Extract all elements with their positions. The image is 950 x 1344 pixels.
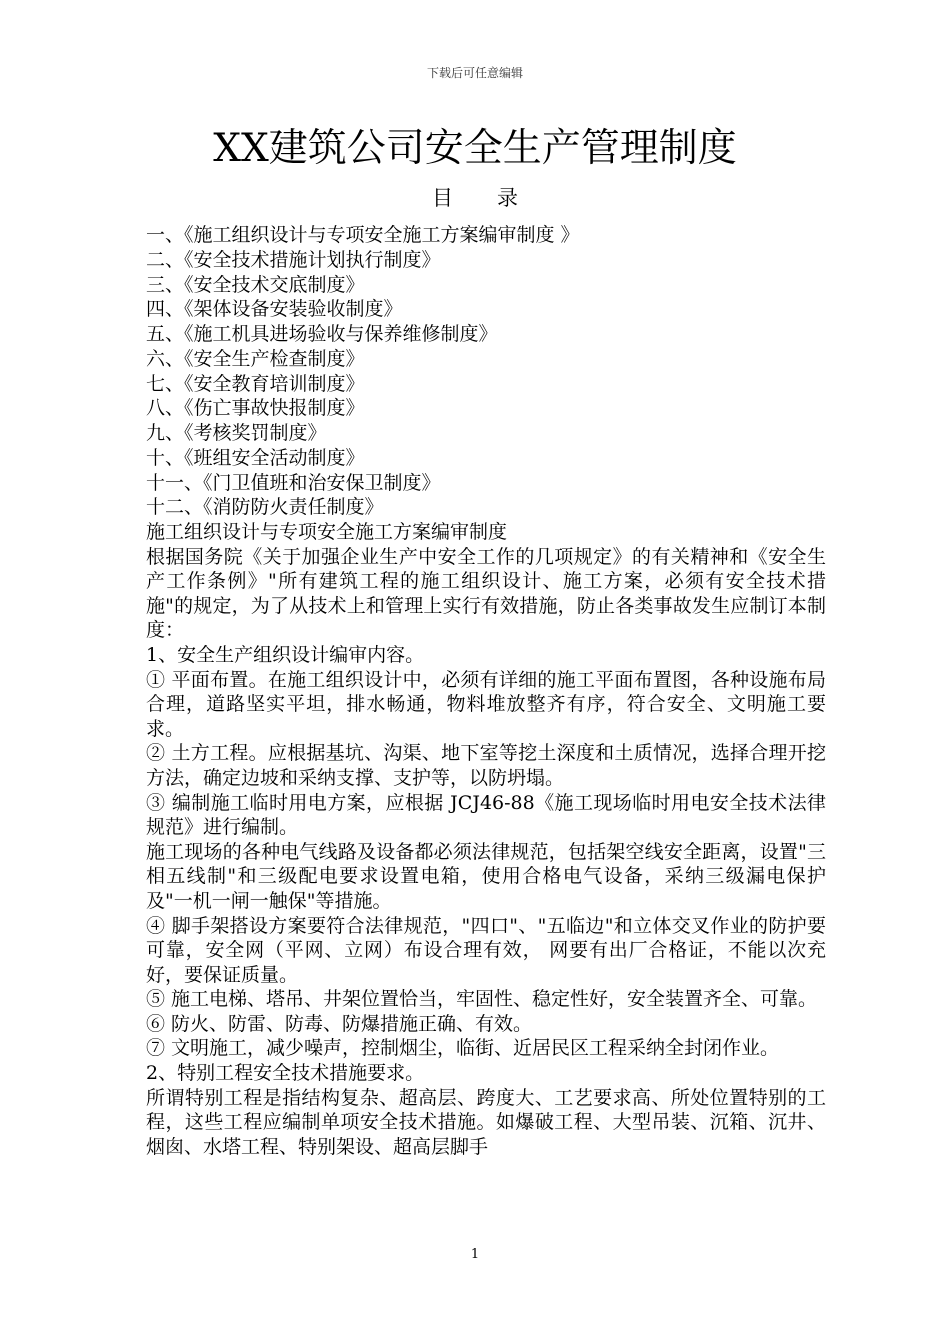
body-paragraph: ③ 编制施工临时用电方案，应根据 JCJ46-88《施工现场临时用电安全技术法律规范》进行编制。 xyxy=(146,791,826,839)
toc-item: 十二、《消防防火责任制度》 xyxy=(146,496,384,519)
body-paragraph: ⑤ 施工电梯、塔吊、井架位置恰当，牢固性、稳定性好，安全装置齐全、可靠。 xyxy=(146,988,818,1011)
toc-heading-char-1: 目 xyxy=(432,186,453,210)
subsection-heading: 2、特别工程安全技术措施要求。 xyxy=(146,1062,425,1085)
body-text xyxy=(146,520,826,1159)
toc-item: 七、《安全教育培训制度》 xyxy=(146,372,365,395)
toc-item: 一、《施工组织设计与专项安全施工方案编审制度 》 xyxy=(146,224,580,246)
toc-item: 三、《安全技术交底制度》 xyxy=(146,273,365,296)
toc-heading xyxy=(0,180,950,216)
subsection-heading: 1、安全生产组织设计编审内容。 xyxy=(146,643,425,666)
toc-item: 五、《施工机具进场验收与保养维修制度》 xyxy=(146,323,498,345)
body-paragraph: ⑥ 防火、防雷、防毒、防爆措施正确、有效。 xyxy=(146,1012,533,1035)
document-title: XX建筑公司安全生产管理制度 xyxy=(213,126,737,171)
page-header-note: 下载后可任意编辑 xyxy=(426,66,523,80)
toc-item: 四、《架体设备安装验收制度》 xyxy=(146,298,403,321)
toc-item: 六、《安全生产检查制度》 xyxy=(146,347,365,370)
toc-item: 八、《伤亡事故快报制度》 xyxy=(146,397,365,420)
body-paragraph: ④ 脚手架搭设方案要符合法律规范，"四口"、"五临边"和立体交叉作业的防护要可靠，安全网（平网、立网）布设合理有效， 网要有出厂合格证，不能以次充好，要保证质量。 xyxy=(146,914,826,986)
body-paragraph: 根据国务院《关于加强企业生产中安全工作的几项规定》的有关精神和《安全生产工作条例》"所有建筑工程的施工组织设计、施工方案，必须有安全技术措施"的规定，为了从技术上和管理上实行有效措施，防止各类事故发生应制订本制度： xyxy=(146,545,826,642)
page-number: 1 xyxy=(470,1247,480,1262)
toc-item: 十、《班组安全活动制度》 xyxy=(146,446,365,469)
body-paragraph: ⑦ 文明施工，减少噪声，控制烟尘，临街、近居民区工程采纳全封闭作业。 xyxy=(146,1037,780,1060)
toc-heading-char-2: 录 xyxy=(497,186,518,210)
body-paragraph: ① 平面布置。在施工组织设计中，必须有详细的施工平面布置图，各种设施布局合理，道路坚实平坦，排水畅通，物料堆放整齐有序，符合安全、文明施工要求。 xyxy=(146,668,826,740)
toc-item: 十一、《门卫值班和治安保卫制度》 xyxy=(146,471,441,494)
section-heading: 施工组织设计与专项安全施工方案编审制度 xyxy=(146,521,508,543)
body-paragraph: ② 土方工程。应根据基坑、沟渠、地下室等挖土深度和土质情况，选择合理开挖方法，确定边坡和采纳支撑、支护等，以防坍塌。 xyxy=(146,742,826,789)
toc-item: 九、《考核奖罚制度》 xyxy=(146,422,327,444)
table-of-contents xyxy=(146,223,826,520)
body-paragraph: 施工现场的各种电气线路及设备都必须法律规范，包括架空线安全距离，设置"三相五线制"和三级配电要求设置电箱，使用合格电气设备，采纳三级漏电保护及"一机一闸一触保"等措施。 xyxy=(146,840,826,912)
body-paragraph: 所谓特别工程是指结构复杂、超高层、跨度大、工艺要求高、所处位置特别的工程，这些工程应编制单项安全技术措施。如爆破工程、大型吊装、沉箱、沉井、烟囱、水塔工程、特别架设、超高层脚手 xyxy=(146,1086,826,1158)
toc-item: 二、《安全技术措施计划执行制度》 xyxy=(146,248,441,271)
